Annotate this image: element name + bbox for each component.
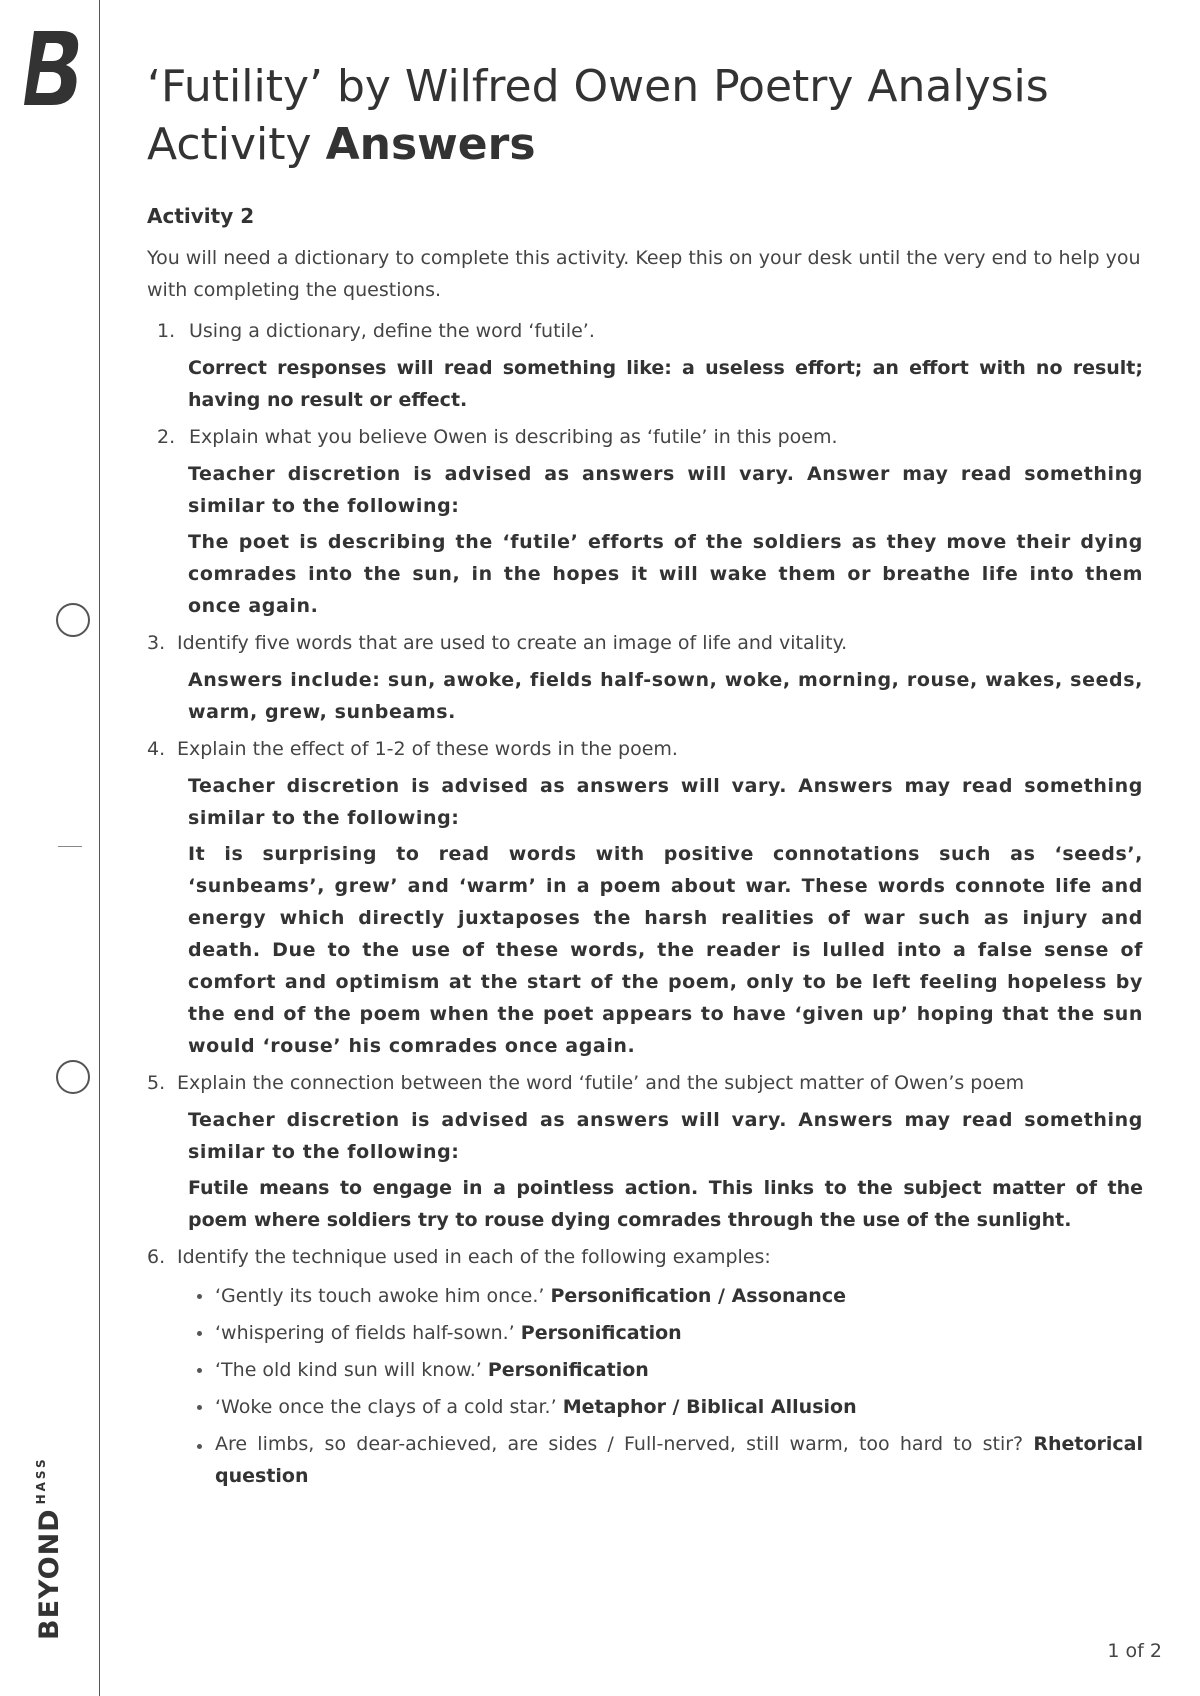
answer-guidance: Teacher discretion is advised as answers will vary. Answers may read something similar to the following: xyxy=(188,1109,1143,1163)
example-quote: ‘The old kind sun will know.’ xyxy=(215,1359,482,1381)
page-title xyxy=(147,58,1143,174)
answer-text: It is surprising to read words with positive connotations such as ‘seeds’, ‘sunbeams’, grew’ and ‘warm’ in a poem about war. These words connote life and energy which directly juxtaposes the harsh realities of war such as injury and death. Due to the use of these words, the reader is lulled into a false sense of comfort and optimism at the start of the poem, only to be left feeling hopeless by the end of the poem when the poet appears to have ‘given up’ hoping that the sun would ‘rouse’ his comrades once again. xyxy=(188,843,1143,1057)
activity-intro: You will need a dictionary to complete this activity. Keep this on your desk until the very end to help you with completing the questions. xyxy=(147,247,1141,301)
answer-text: The poet is describing the ‘futile’ efforts of the soldiers as they move their dying comrades into the sun, in the hopes it will wake them or breathe life into them once again. xyxy=(188,531,1143,617)
question-4 xyxy=(147,732,1143,1062)
brand-wordmark xyxy=(34,1456,65,1640)
question-number: 1. xyxy=(157,320,176,342)
punch-hole-bottom xyxy=(56,1060,90,1094)
question-list xyxy=(147,314,1143,1492)
beyond-logo-b xyxy=(22,28,82,108)
question-2 xyxy=(147,420,1143,622)
list-item xyxy=(195,1315,1143,1352)
punch-hole-top xyxy=(56,603,90,637)
question-1 xyxy=(147,314,1143,416)
brand-name: BEYOND xyxy=(34,1508,65,1640)
technique-examples xyxy=(147,1278,1143,1492)
question-5 xyxy=(147,1066,1143,1236)
example-technique: Personification / Assonance xyxy=(550,1285,846,1307)
question-number: 2. xyxy=(157,426,176,448)
list-item xyxy=(195,1352,1143,1389)
example-technique: Personification xyxy=(520,1322,682,1344)
answer-text: Correct responses will read something like: a useless effort; an effort with no result; having no result or effect. xyxy=(188,357,1143,411)
question-text: Identify five words that are used to create an image of life and vitality. xyxy=(177,632,848,654)
sidebar-divider xyxy=(99,0,100,1696)
brand-subname: HASS xyxy=(34,1456,48,1505)
title-line-1: ‘Futility’ by Wilfred Owen Poetry Analysis xyxy=(147,61,1049,112)
example-quote: ‘Gently its touch awoke him once.’ xyxy=(215,1285,545,1307)
page-number: 1 of 2 xyxy=(1107,1640,1162,1662)
example-technique: Metaphor / Biblical Allusion xyxy=(562,1396,857,1418)
answer-text: Futile means to engage in a pointless action. This links to the subject matter of the poem where soldiers try to rouse dying comrades through the use of the sunlight. xyxy=(188,1177,1143,1231)
list-item xyxy=(195,1278,1143,1315)
example-quote: ‘whispering of fields half-sown.’ xyxy=(215,1322,515,1344)
worksheet-content xyxy=(147,58,1143,1492)
question-3 xyxy=(147,626,1143,728)
fold-mark xyxy=(58,846,82,847)
question-text: Explain the effect of 1-2 of these words in the poem. xyxy=(177,738,678,760)
question-number: 3. xyxy=(147,632,166,654)
example-technique: Rhetorical question xyxy=(215,1433,1144,1487)
list-item xyxy=(195,1389,1143,1426)
list-item xyxy=(195,1428,1143,1492)
example-technique: Personification xyxy=(487,1359,649,1381)
question-6 xyxy=(147,1240,1143,1492)
activity-heading: Activity 2 xyxy=(147,204,255,228)
answer-guidance: Teacher discretion is advised as answers will vary. Answer may read something similar to the following: xyxy=(188,463,1143,517)
question-number: 4. xyxy=(147,738,166,760)
question-text: Identify the technique used in each of the following examples: xyxy=(177,1246,771,1268)
example-quote: ‘Woke once the clays of a cold star.’ xyxy=(215,1396,557,1418)
answer-guidance: Teacher discretion is advised as answers will vary. Answers may read something similar to the following: xyxy=(188,775,1143,829)
answer-text: Answers include: sun, awoke, fields half-sown, woke, morning, rouse, wakes, seeds, warm, grew, sunbeams. xyxy=(188,669,1143,723)
title-answers: Answers xyxy=(325,119,536,170)
question-number: 6. xyxy=(147,1246,166,1268)
question-number: 5. xyxy=(147,1072,166,1094)
question-text: Using a dictionary, define the word ‘futile’. xyxy=(189,320,595,342)
title-line-2: Activity xyxy=(147,119,312,170)
example-quote: Are limbs, so dear-achieved, are sides / Full-nerved, still warm, too hard to stir? xyxy=(215,1433,1024,1455)
question-text: Explain the connection between the word ‘futile’ and the subject matter of Owen’s poem xyxy=(177,1072,1025,1094)
question-text: Explain what you believe Owen is describing as ‘futile’ in this poem. xyxy=(189,426,838,448)
